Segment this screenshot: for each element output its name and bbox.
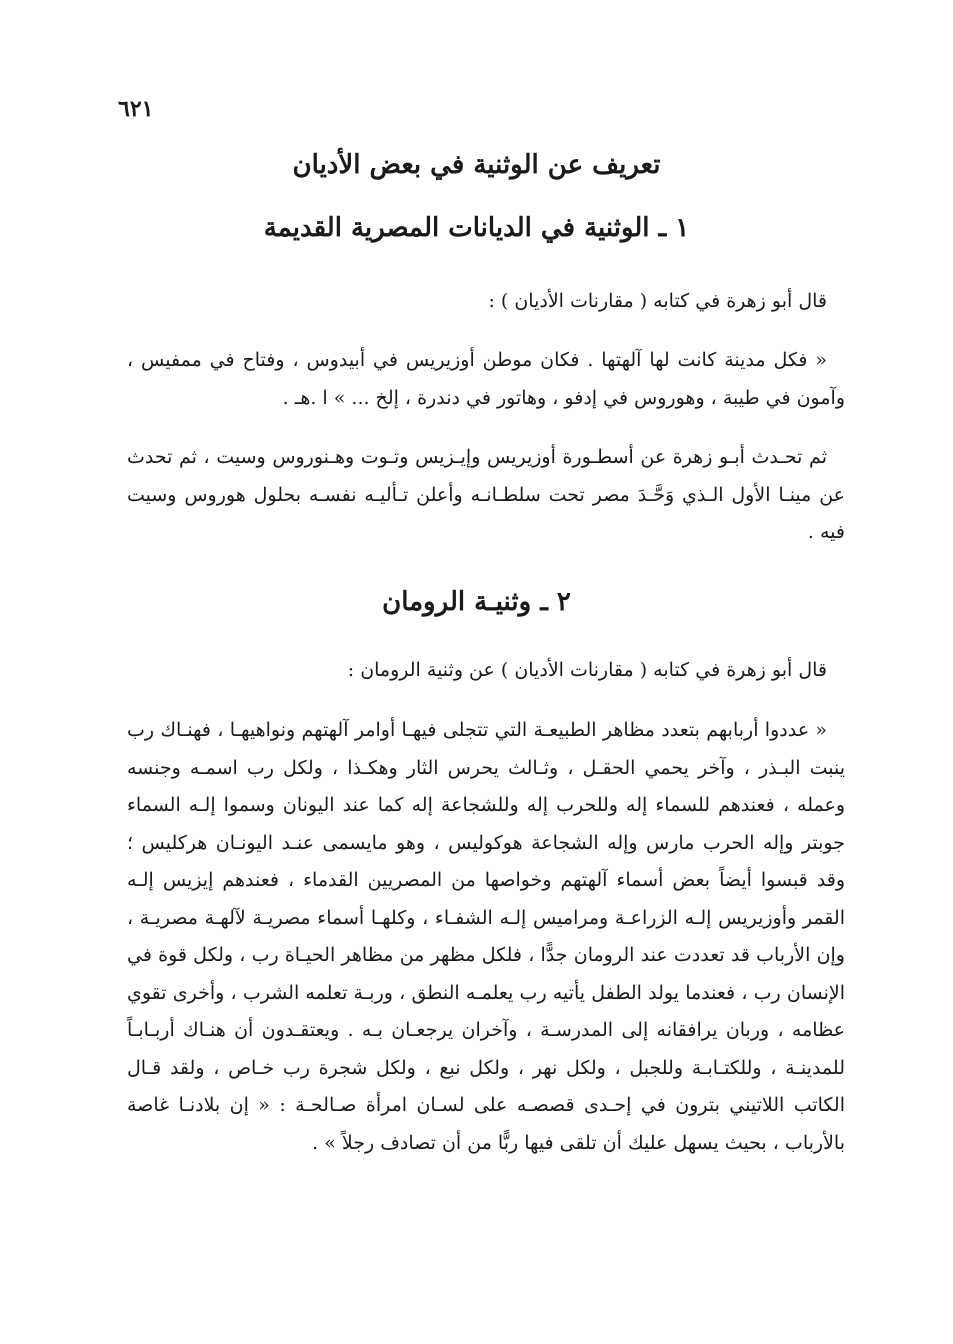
section-2-intro: قال أبو زهرة في كتابه ( مقارنات الأديان ) عن وثنية الرومان :: [347, 659, 827, 681]
section-2-title: ٢ ـ وثنيـة الرومان: [382, 587, 571, 617]
page-title: تعريف عن الوثنية في بعض الأديان: [292, 150, 661, 180]
section-1-intro: قال أبو زهرة في كتابه ( مقارنات الأديان ) :: [488, 290, 827, 312]
section-1-title: ١ ـ الوثنية في الديانات المصرية القديمة: [263, 213, 690, 243]
section-1-quote: « فكل مدينة كانت لها آلهتها . فكان موطن أوزيريس في أبيدوس ، وفتاح في ممفيس ، وآمون في طيبة ، وهوروس في إدفو ، وهاتور في دندرة ، إلخ ... » ا .هـ .: [127, 349, 845, 409]
section-1-body: ثم تحـدث أبـو زهرة عن أسطـورة أوزيريس وإيـزيس وتـوت وهـنوروس وسيت ، ثم تحدث عن مينـا الأول الـذي وَحَّـدَ مصر تحت سلطـانـه وأعلن تـأليـه نفسـه بحلول هوروس وسيت فيه .: [127, 446, 845, 543]
section-2-quote: « عددوا أربابهم بتعدد مظاهر الطبيعـة التي تتجلى فيهـا أوامر آلهتهم ونواهيهـا ، فهنـاك رب ينبت البـذر ، وآخر يحمي الحقـل ، وثـالث يحرس الثار وهكـذا ، ولكل رب اسمـه وجنسه وعمله ، فعندهم للسماء إله وللحرب إله وللشجاعة إله كما عند اليونان وسموا إلـه السماء جوبتر وإله الحرب مارس وإله الشجاعة هوكوليس ، وهو مايسمى عنـد اليونـان هركليس ؛ وقد قبسوا أيضاً بعض أسماء آلهتهم وخواصها من المصريين القدماء ، فعندهم إيزيس إلـه القمر وأوزيريس إلـه الزراعـة ومراميس إلـه الشفـاء ، وكلهـا أسماء مصريـة لآلهـة مصريـة ، وإن الأرباب قد تعددت عند الرومان جدًّا ، فلكل مظهر من مظاهر الحيـاة رب ، ولكل قوة في الإنسان رب ، فعندما يولد الطفل يأتيه رب يعلمـه النطق ، وربـة تعلمه الشرب ، وأخرى تقوي عظامه ، وربان يرافقانه إلى المدرسـة ، وآخران يرجعـان بـه . ويعتقـدون أن هنـاك أربـابـاً للمدينـة ، وللكتـابـة وللجبل ، ولكل نهر ، ولكل نبع ، ولكل شجرة رب خـاص ، ولقد قـال الكاتب اللاتيني بترون في إحـدى قصصـه على لسـان امرأة صـالحـة : « إن بلادنـا غاصة بالأرباب ، بحيث يسهل عليك أن تلقى فيها ربًّا من أن تصادف رجلاً » .: [127, 719, 845, 1154]
page-number: ٦٢١: [118, 96, 154, 122]
